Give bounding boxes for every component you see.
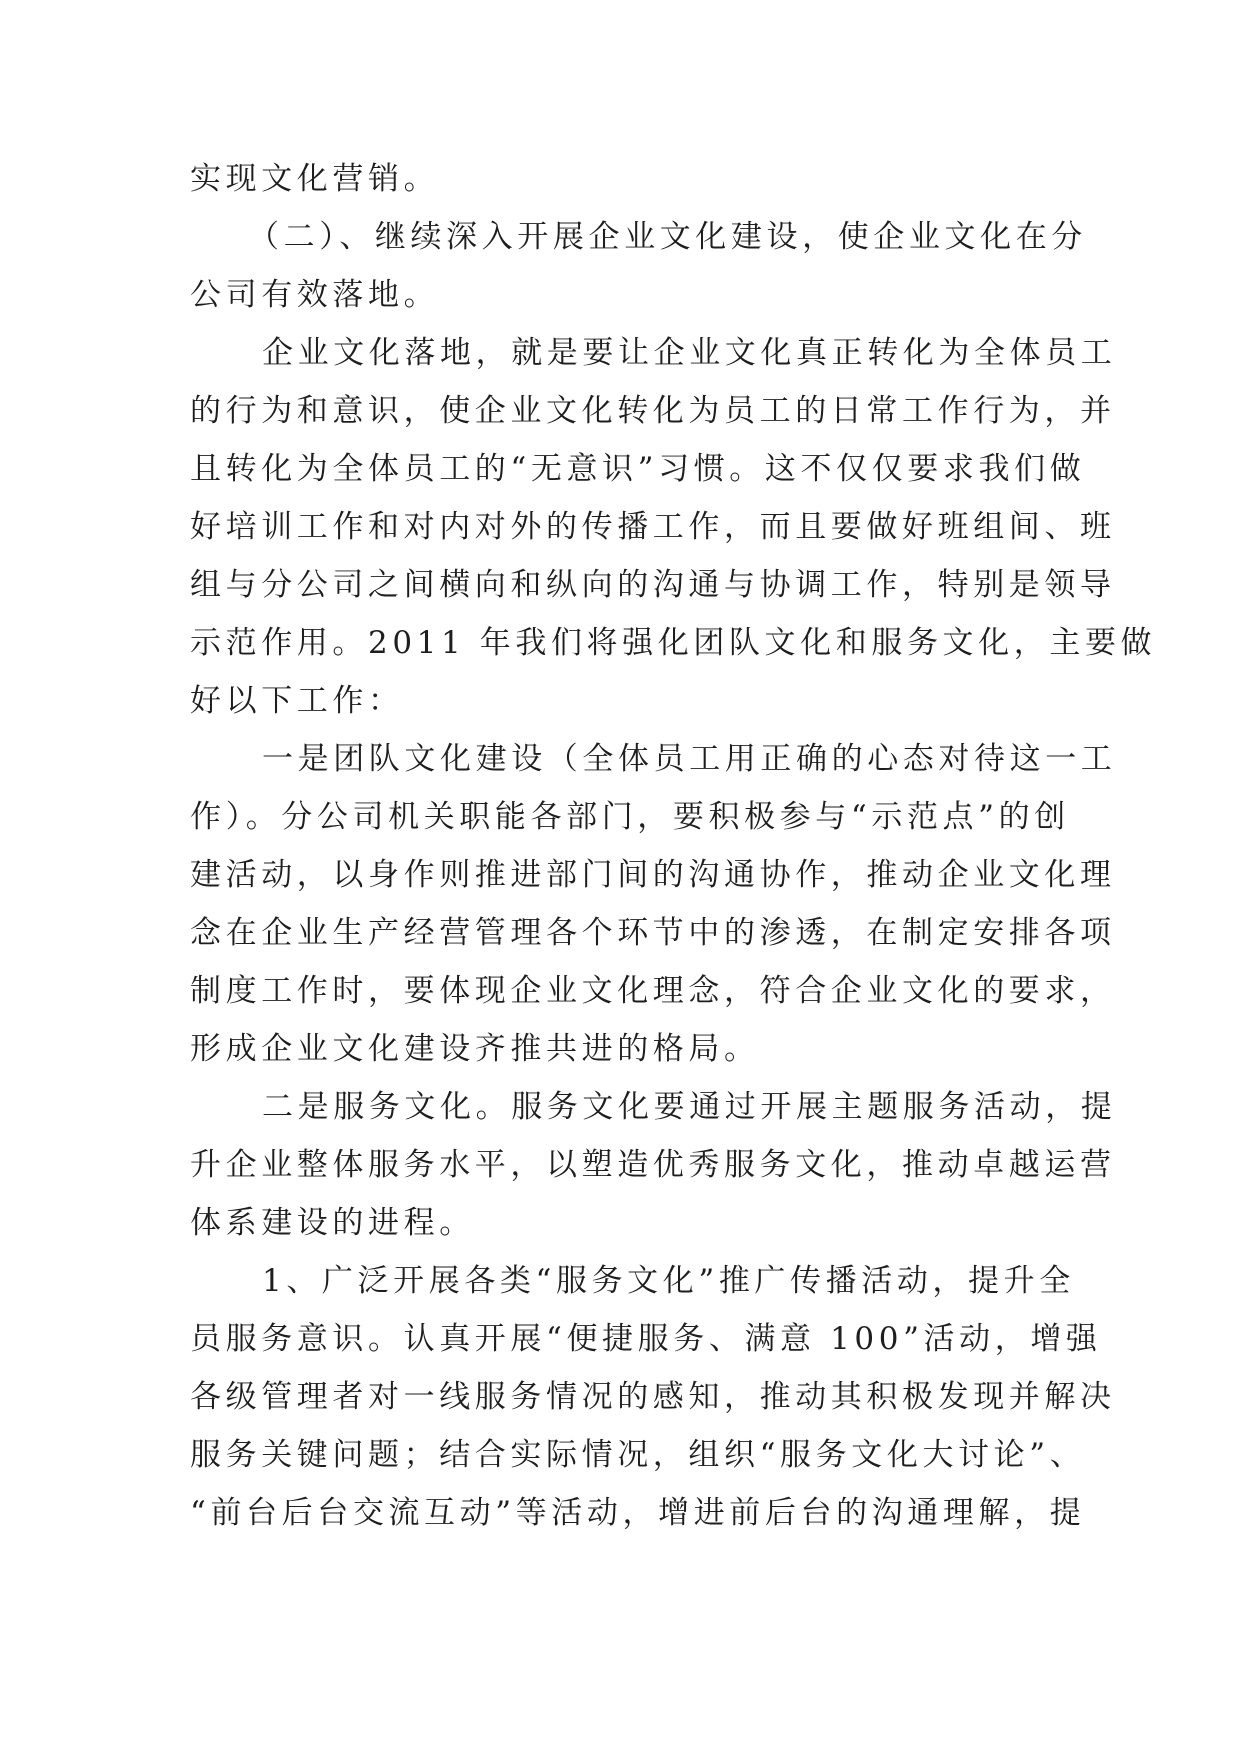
text-line: 建活动，以身作则推进部门间的沟通协作，推动企业文化理 xyxy=(190,857,1116,893)
text-line: 示范作用。2011 年我们将强化团队文化和服务文化，主要做 xyxy=(190,625,1157,661)
text-line: “前台后台交流互动”等活动，增进前后台的沟通理解，提 xyxy=(190,1495,1086,1531)
text-line: 作）。分公司机关职能各部门，要积极参与“示范点”的创 xyxy=(190,799,1070,835)
paragraph-start: 企业文化落地，就是要让企业文化真正转化为全体员工 xyxy=(262,335,1117,371)
text-line: 念在企业生产经营管理各个环节中的渗透，在制定安排各项 xyxy=(190,915,1116,951)
text-line: 服务关键问题；结合实际情况，组织“服务文化大讨论”、 xyxy=(190,1437,1086,1473)
text-line: 组与分公司之间横向和纵向的沟通与协调工作，特别是领导 xyxy=(190,567,1116,603)
text-line: 且转化为全体员工的“无意识”习惯。这不仅仅要求我们做 xyxy=(190,451,1086,487)
text-line: 各级管理者对一线服务情况的感知，推动其积极发现并解决 xyxy=(190,1379,1116,1415)
text-line: 员服务意识。认真开展“便捷服务、满意 100”活动，增强 xyxy=(190,1321,1102,1357)
text-line: 好培训工作和对内对外的传播工作，而且要做好班组间、班 xyxy=(190,509,1116,545)
text-line: 的行为和意识，使企业文化转化为员工的日常工作行为，并 xyxy=(190,393,1116,429)
paragraph-start: 1、广泛开展各类“服务文化”推广传播活动，提升全 xyxy=(262,1263,1075,1299)
paragraph-start: 一是团队文化建设（全体员工用正确的心态对待这一工 xyxy=(262,741,1117,777)
text-line: 好以下工作： xyxy=(190,683,404,719)
text-line: 升企业整体服务水平，以塑造优秀服务文化，推动卓越运营 xyxy=(190,1147,1116,1183)
text-line: 实现文化营销。 xyxy=(190,161,440,197)
paragraph-start: 二是服务文化。服务文化要通过开展主题服务活动，提 xyxy=(262,1089,1117,1125)
section-heading-continuation: 公司有效落地。 xyxy=(190,277,440,313)
document-page xyxy=(190,150,1157,1542)
text-line: 体系建设的进程。 xyxy=(190,1205,475,1241)
text-line: 形成企业文化建设齐推共进的格局。 xyxy=(190,1031,760,1067)
text-line: 制度工作时，要体现企业文化理念，符合企业文化的要求， xyxy=(190,973,1116,1009)
section-heading: （二）、继续深入开展企业文化建设，使企业文化在分 xyxy=(248,219,1087,255)
